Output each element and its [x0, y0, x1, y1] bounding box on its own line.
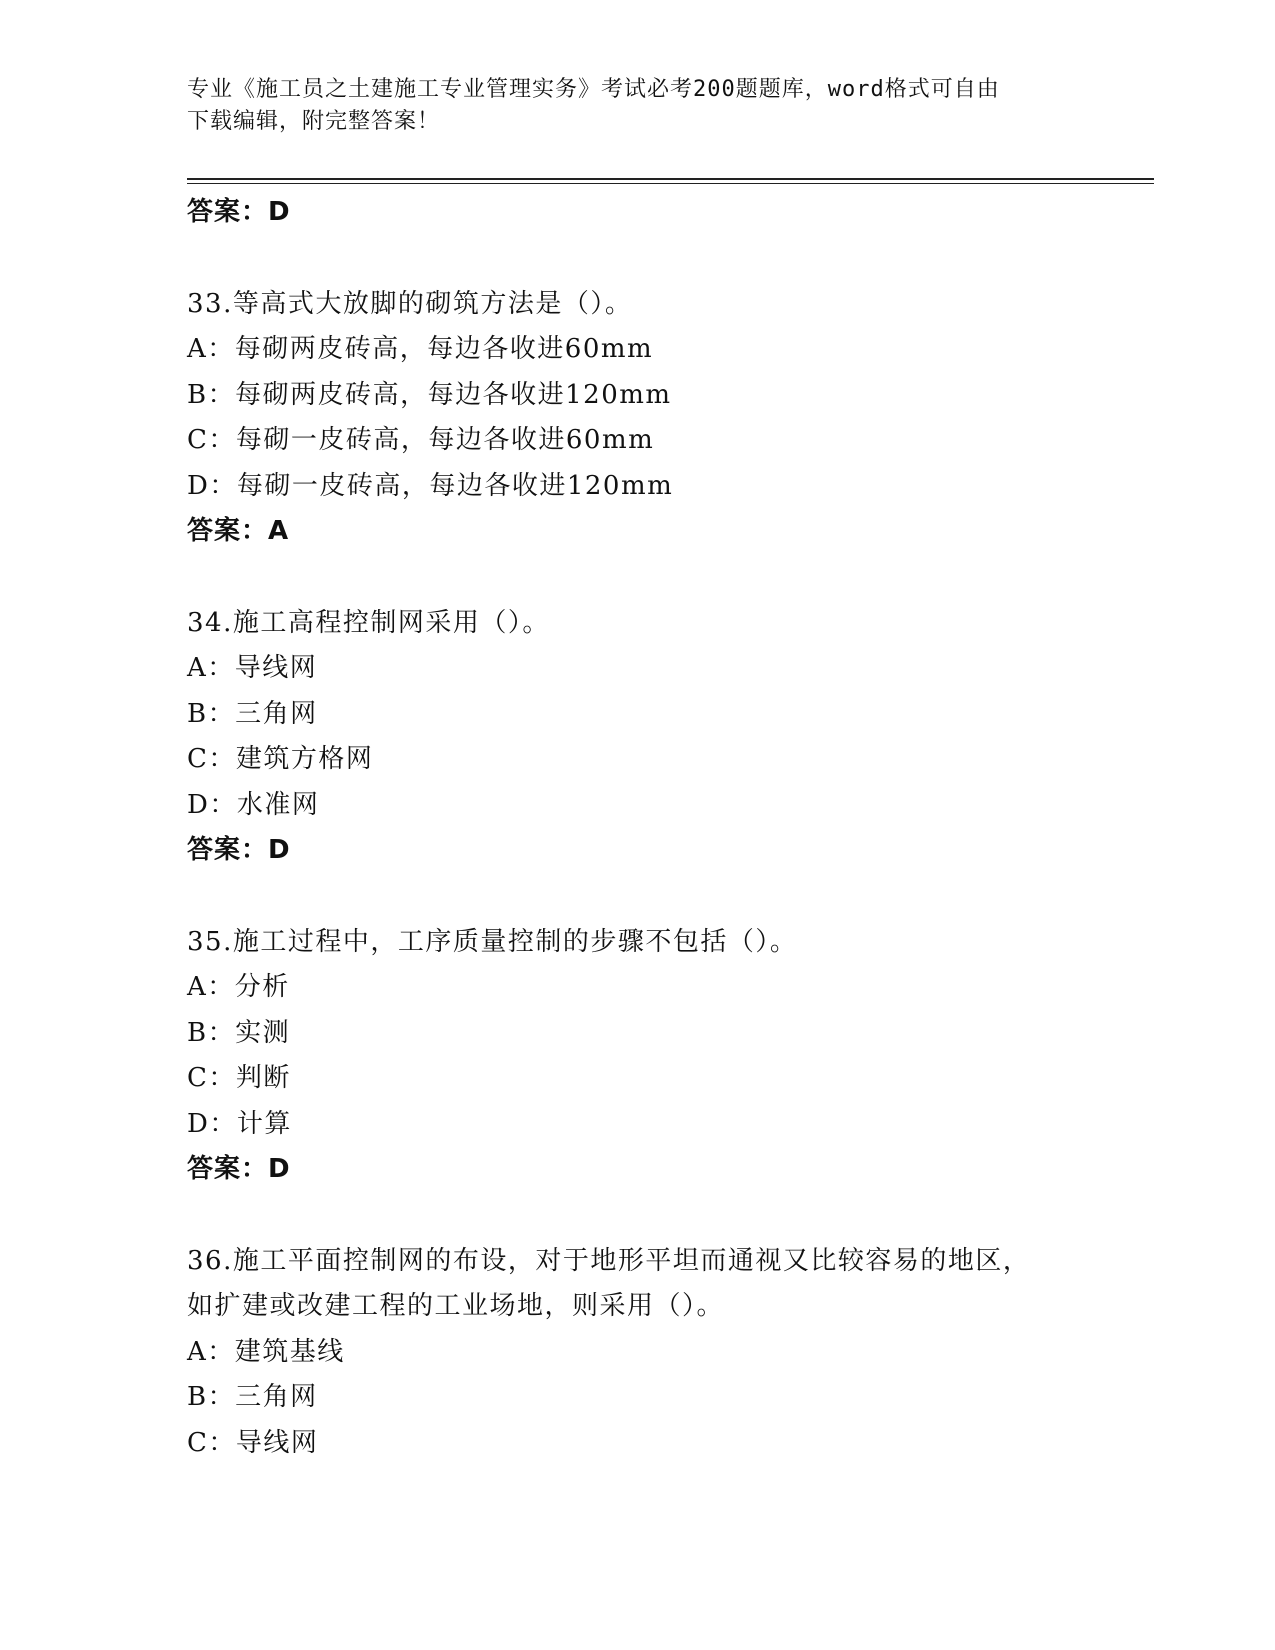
option-d: D：水准网 — [187, 789, 320, 820]
option-a: A：分析 — [187, 972, 290, 1002]
answer-label: 答案： — [187, 1154, 269, 1184]
option-b: B：三角网 — [187, 1382, 318, 1412]
answer-line — [187, 509, 1147, 555]
answer-line — [187, 1147, 1147, 1193]
option-d: D：计算 — [187, 1108, 292, 1139]
option-c: C：导线网 — [187, 1427, 319, 1458]
header-divider-thick — [187, 178, 1154, 180]
answer-value: D — [268, 1154, 291, 1184]
option-c: C：判断 — [187, 1063, 291, 1093]
question-stem: 33.等高式大放脚的砌筑方法是（）。 — [187, 288, 633, 319]
option-c: C：建筑方格网 — [187, 744, 374, 774]
option-d: D：每砌一皮砖高，每边各收进120mm — [187, 470, 674, 501]
answer-line — [187, 190, 1147, 236]
answer-label: 答案： — [187, 197, 269, 227]
option-b: B：三角网 — [187, 698, 318, 729]
answer-value: D — [268, 835, 291, 865]
answer-value: A — [268, 516, 290, 546]
header-line-1: 专业《施工员之土建施工专业管理实务》考试必考200题题库，word格式可自由 — [187, 77, 1000, 102]
answer-value: D — [268, 197, 291, 227]
answer-line — [187, 828, 1147, 874]
option-b: B：每砌两皮砖高，每边各收进120mm — [187, 379, 672, 410]
question-stem: 34.施工高程控制网采用（）。 — [187, 607, 550, 638]
option-a: A：导线网 — [187, 653, 318, 683]
option-a: A：建筑基线 — [187, 1336, 345, 1367]
spacer — [187, 555, 1147, 601]
header-line-2: 下载编辑，附完整答案！ — [187, 109, 441, 134]
spacer — [187, 236, 1147, 282]
spacer — [187, 874, 1147, 920]
answer-label: 答案： — [187, 516, 269, 546]
question-content — [187, 190, 1147, 1466]
page-header — [187, 74, 1087, 138]
spacer — [187, 1193, 1147, 1239]
answer-label: 答案： — [187, 835, 269, 865]
option-b: B：实测 — [187, 1017, 291, 1048]
option-c: C：每砌一皮砖高，每边各收进60mm — [187, 425, 655, 455]
question-stem: 35.施工过程中，工序质量控制的步骤不包括（）。 — [187, 926, 798, 957]
question-stem-line-2: 如扩建或改建工程的工业场地，则采用（）。 — [187, 1291, 725, 1321]
option-a: A：每砌两皮砖高，每边各收进60mm — [187, 334, 654, 364]
question-stem-line-1: 36.施工平面控制网的布设，对于地形平坦而通视又比较容易的地区， — [187, 1245, 1031, 1276]
header-divider-thin — [187, 183, 1154, 184]
